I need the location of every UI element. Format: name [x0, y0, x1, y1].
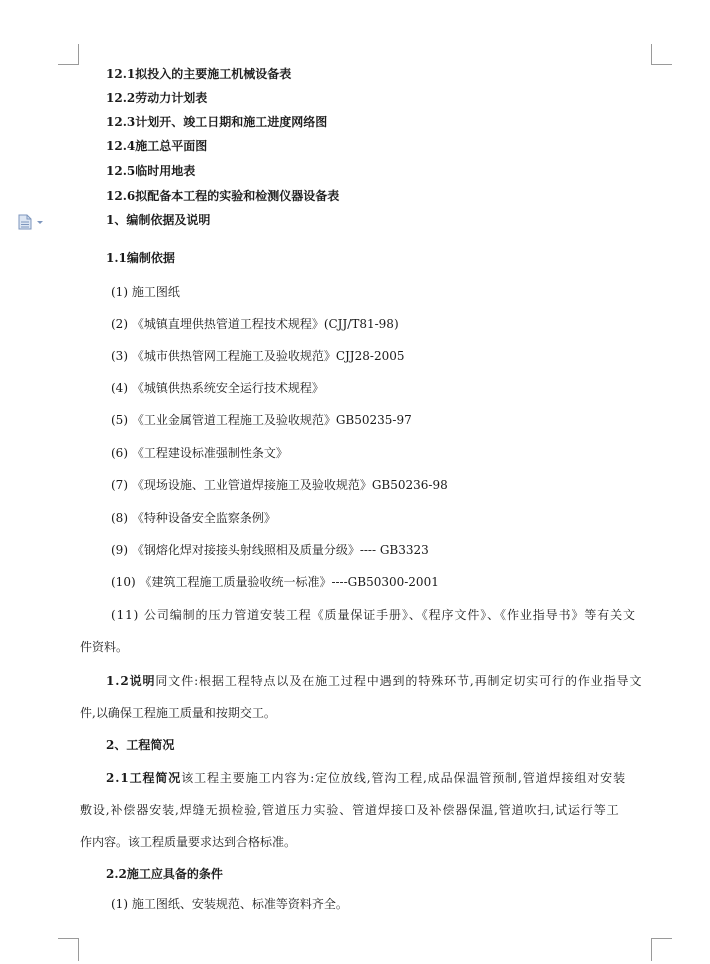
list-item: (7) 《现场设施、工业管道焊接施工及验收规范》GB50236-98	[111, 478, 448, 492]
document-icon	[18, 214, 44, 230]
toc-item: 12.5临时用地表	[106, 164, 196, 178]
crop-mark-bottom-right	[651, 938, 672, 961]
section-heading: 1、编制依据及说明	[106, 213, 211, 227]
paragraph	[106, 770, 626, 786]
list-item: (5) 《工业金属管道工程施工及验收规范》GB50235-97	[111, 413, 412, 427]
crop-mark-top-right	[651, 44, 672, 65]
list-item-continuation: 件资料。	[80, 640, 129, 654]
crop-mark-bottom-left	[58, 938, 79, 961]
list-item: (3) 《城市供热管网工程施工及验收规范》CJJ28-2005	[111, 349, 405, 363]
toc-item: 12.3计划开、竣工日期和施工进度网络图	[106, 115, 328, 129]
list-item: (1) 施工图纸、安装规范、标准等资料齐全。	[111, 897, 348, 911]
paragraph-text: 同文件:根据工程特点以及在施工过程中遇到的特殊环节,再制定切实可行的作业指导文	[155, 674, 643, 688]
list-item: (10) 《建筑工程施工质量验收统一标准》----GB50300-2001	[111, 575, 439, 589]
subsection-heading: 1.1编制依据	[106, 251, 175, 265]
subsection-heading: 2.2施工应具备的条件	[106, 867, 223, 881]
paragraph-continuation: 作内容。该工程质量要求达到合格标准。	[80, 835, 297, 849]
subsection-heading: 1.2说明	[106, 674, 156, 688]
list-item: (2) 《城镇直埋供热管道工程技术规程》(CJJ/T81-98)	[111, 317, 399, 331]
list-item: (8) 《特种设备安全监察条例》	[111, 511, 276, 525]
paragraph-text: 该工程主要施工内容为:定位放线,管沟工程,成品保温管预制,管道焊接组对安装	[181, 771, 626, 785]
paragraph-continuation: 敷设,补偿器安装,焊缝无损检验,管道压力实验、管道焊接口及补偿器保温,管道吹扫,试运行等工	[80, 803, 620, 817]
section-heading: 2、工程简况	[106, 738, 175, 752]
toc-item: 12.2劳动力计划表	[106, 91, 208, 105]
toc-item: 12.4施工总平面图	[106, 139, 208, 153]
toc-item: 12.6拟配备本工程的实验和检测仪器设备表	[106, 189, 340, 203]
list-item: (11) 公司编制的压力管道安装工程《质量保证手册》、《程序文件》、《作业指导书》等有关文	[111, 608, 636, 622]
list-item: (4) 《城镇供热系统安全运行技术规程》	[111, 381, 324, 395]
chevron-down-icon	[37, 221, 43, 224]
list-item: (6) 《工程建设标准强制性条文》	[111, 446, 288, 460]
crop-mark-top-left	[58, 44, 79, 65]
subsection-heading: 2.1工程简况	[106, 771, 182, 785]
list-item: (1) 施工图纸	[111, 285, 180, 299]
toc-item: 12.1拟投入的主要施工机械设备表	[106, 67, 292, 81]
paragraph-continuation: 件,以确保工程施工质量和按期交工。	[80, 706, 276, 720]
list-item: (9) 《钢熔化焊对接接头射线照相及质量分级》---- GB3323	[111, 543, 429, 557]
paragraph	[106, 673, 642, 689]
paragraph-options-button[interactable]	[18, 214, 44, 230]
